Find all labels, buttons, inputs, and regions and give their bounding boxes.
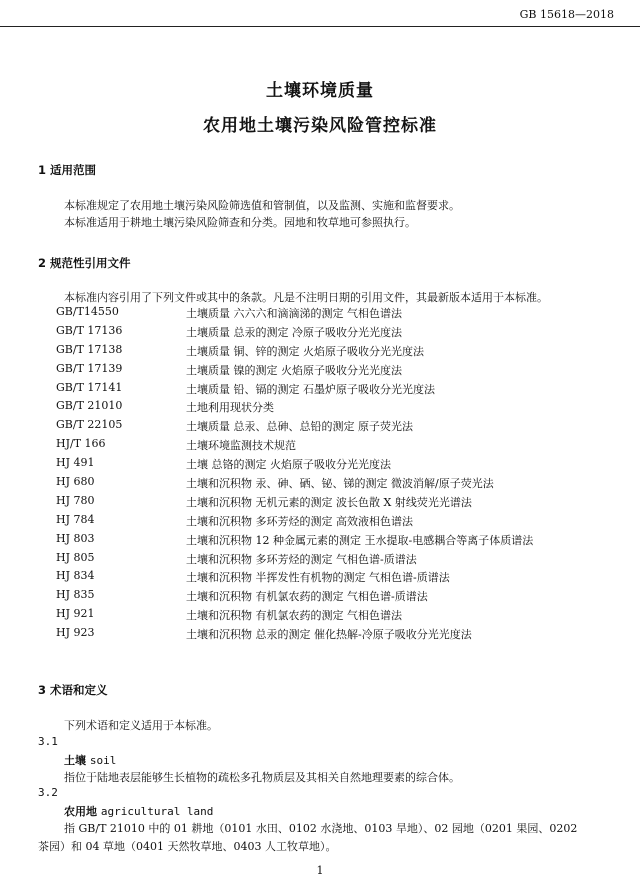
document-title-line1: 土壤环境质量: [266, 81, 374, 101]
reference-title: 土地利用现状分类: [186, 401, 274, 415]
section-3-intro: 下列术语和定义适用于本标准。: [64, 719, 218, 732]
reference-item: [56, 532, 533, 551]
reference-item: [56, 362, 533, 381]
reference-title: 土壤质量 六六六和滴滴涕的测定 气相色谱法: [186, 307, 402, 320]
page-number: 1: [316, 864, 324, 877]
reference-title: 土壤和沉积物 多环芳烃的测定 高效液相色谱法: [186, 514, 413, 528]
term-en: agricultural land: [100, 805, 214, 818]
reference-code: HJ 835: [56, 588, 95, 602]
reference-item: [56, 324, 533, 343]
reference-item: [56, 569, 533, 588]
reference-item: [56, 626, 533, 645]
reference-item: [56, 494, 533, 513]
term-zh: 土壤: [64, 754, 86, 767]
reference-code: HJ 834: [56, 569, 95, 583]
section-2-intro: 本标准内容引用了下列文件或其中的条款。凡是不注明日期的引用文件，其最新版本适用于本标准。: [64, 291, 548, 304]
term-definition: 指 GB/T 21010 中的 01 耕地（0101 水田、0102 水浇地、0103 旱地）、02 园地（0201 果园、0202: [64, 822, 578, 835]
reference-item: [56, 305, 533, 324]
term-heading: [64, 752, 116, 768]
reference-code: HJ 680: [56, 475, 95, 489]
reference-item: [56, 607, 533, 626]
reference-code: GB/T14550: [56, 305, 119, 318]
reference-code: HJ 803: [56, 531, 95, 545]
term-definition: 指位于陆地表层能够生长植物的疏松多孔物质层及其相关自然地理要素的综合体。: [64, 771, 460, 784]
reference-item: [56, 418, 533, 437]
reference-list: [56, 305, 533, 645]
section-1-paragraph: 本标准适用于耕地土壤污染风险筛查和分类。园地和牧草地可参照执行。: [64, 216, 416, 229]
standard-code: GB 15618—2018: [519, 8, 614, 21]
reference-title: 土壤和沉积物 总汞的测定 催化热解-冷原子吸收分光光度法: [186, 628, 472, 642]
reference-code: GB/T 17139: [56, 361, 123, 375]
reference-code: GB/T 17141: [56, 380, 123, 394]
reference-item: [56, 456, 533, 475]
reference-code: HJ/T 166: [56, 437, 106, 451]
reference-title: 土壤和沉积物 无机元素的测定 波长色散 X 射线荧光光谱法: [186, 495, 472, 509]
reference-item: [56, 399, 533, 418]
reference-title: 土壤质量 铜、锌的测定 火焰原子吸收分光光度法: [186, 344, 424, 358]
header-rule: [0, 26, 640, 27]
term-definition-continued: 茶园）和 04 草地（0401 天然牧草地、0403 人工牧草地）。: [38, 840, 337, 853]
section-2-heading: 2 规范性引用文件: [38, 256, 131, 270]
reference-code: HJ 921: [56, 607, 95, 621]
reference-code: GB/T 21010: [56, 399, 123, 413]
reference-title: 土壤环境监测技术规范: [186, 439, 296, 453]
reference-title: 土壤和沉积物 半挥发性有机物的测定 气相色谱-质谱法: [186, 571, 450, 585]
term-heading: [64, 803, 213, 819]
reference-title: 土壤和沉积物 12 种金属元素的测定 王水提取-电感耦合等离子体质谱法: [186, 533, 534, 547]
reference-code: HJ 780: [56, 493, 95, 507]
reference-code: GB/T 17138: [56, 342, 123, 356]
reference-item: [56, 381, 533, 400]
section-3-heading: 3 术语和定义: [38, 683, 108, 697]
reference-code: HJ 923: [56, 626, 95, 640]
reference-item: [56, 343, 533, 362]
section-1-heading: 1 适用范围: [38, 163, 97, 177]
term-number: 3.2: [38, 786, 58, 799]
reference-title: 土壤质量 总汞的测定 冷原子吸收分光光度法: [186, 325, 402, 339]
reference-title: 土壤质量 铅、镉的测定 石墨炉原子吸收分光光度法: [186, 382, 435, 396]
reference-code: HJ 491: [56, 456, 95, 470]
reference-item: [56, 588, 533, 607]
reference-title: 土壤和沉积物 汞、砷、硒、铋、锑的测定 微波消解/原子荧光法: [186, 477, 494, 491]
reference-title: 土壤质量 总汞、总砷、总铅的测定 原子荧光法: [186, 420, 413, 434]
reference-title: 土壤和沉积物 多环芳烃的测定 气相色谱-质谱法: [186, 552, 417, 566]
reference-item: [56, 475, 533, 494]
reference-title: 土壤和沉积物 有机氯农药的测定 气相色谱-质谱法: [186, 590, 428, 604]
reference-code: HJ 784: [56, 512, 95, 526]
section-1-paragraph: 本标准规定了农用地土壤污染风险筛选值和管制值，以及监测、实施和监督要求。: [64, 199, 460, 212]
term-zh: 农用地: [64, 805, 97, 818]
term-number: 3.1: [38, 735, 58, 748]
reference-code: GB/T 22105: [56, 418, 123, 432]
document-title-line2: 农用地土壤污染风险管控标准: [203, 116, 437, 136]
reference-item: [56, 551, 533, 570]
reference-item: [56, 513, 533, 532]
reference-code: GB/T 17136: [56, 323, 123, 337]
reference-title: 土壤质量 镍的测定 火焰原子吸收分光光度法: [186, 363, 402, 377]
term-en: soil: [89, 754, 117, 767]
reference-code: HJ 805: [56, 550, 95, 564]
reference-title: 土壤和沉积物 有机氯农药的测定 气相色谱法: [186, 609, 402, 623]
reference-title: 土壤 总铬的测定 火焰原子吸收分光光度法: [186, 458, 391, 472]
reference-item: [56, 437, 533, 456]
